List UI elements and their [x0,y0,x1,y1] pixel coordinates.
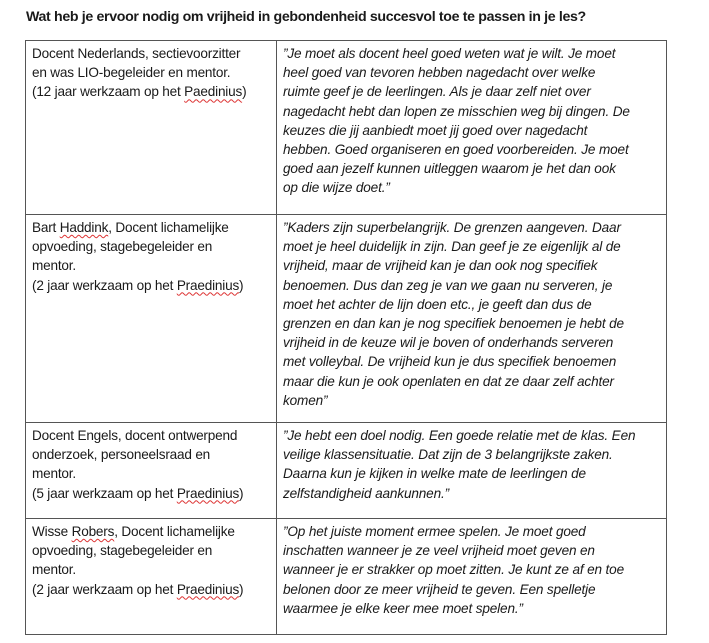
spellcheck-mark: Praedinius [176,485,240,501]
quote-line: moet het achter de lijn doen etc., je geeft dan dus de [283,296,592,312]
table-row [26,215,667,423]
quote-line: ”Op het juiste moment ermee spelen. Je moet goed [283,524,586,539]
respondent-line: mentor. [32,258,76,274]
table-row [26,41,667,215]
quote-cell [277,41,667,215]
quote-line: ”Je moet als docent heel goed weten wat je wilt. Je moet [283,46,616,61]
respondent-line: mentor. [32,466,76,482]
quotes-table-body [26,41,667,635]
quote-line: grenzen en dan kan je nog specifiek benoemen je hebt de [283,316,624,332]
respondent-line: Docent Nederlands, sectievoorzitter [32,46,241,61]
respondent-line: opvoeding, stagebegeleider en [32,543,213,559]
quote-line: Daarna kun je kijken in welke mate de leerlingen de [283,466,586,482]
quote-cell [277,519,667,635]
respondent-cell [26,423,277,519]
quote-line: vrijheid, maar de vrijheid kan je dan ook nog specifiek [283,258,598,274]
quote-line: benoemen. Dus dan zeg je van we gaan nu serveren, je [283,277,613,293]
respondent-line: mentor. [32,562,76,578]
table-row [26,423,667,519]
spellcheck-mark: Robers [71,524,115,539]
quote-line: keuzes die jij aanbiedt moet jij goed over nagedacht [283,122,588,138]
respondent-cell [26,41,277,215]
respondent-cell [26,519,277,635]
quote-line: heel goed van tevoren hebben nagedacht over welke [283,65,596,81]
quote-line: goed aan jezelf kunnen uitleggen waarom je het dan ook [283,161,616,177]
quote-cell [277,423,667,519]
respondent-line: en was LIO-begeleider en mentor. [32,65,231,81]
quote-line: ”Kaders zijn superbelangrijk. De grenzen aangeven. Daar [283,220,621,235]
page-title: Wat heb je ervoor nodig om vrijheid in gebondenheid succesvol toe te passen in je les? [26,9,586,25]
quote-line: waarmee je elke keer mee moet spelen.” [283,600,523,616]
respondent-line: Bart Haddink, Docent lichamelijke [32,220,229,235]
respondent-cell [26,215,277,423]
quote-line: komen” [283,392,328,408]
spellcheck-mark: Paedinius [184,84,243,100]
quote-line: ruimte geef je de leerlingen. Als je daar zelf niet over [283,84,591,100]
respondent-line: (2 jaar werkzaam op het Praedinius) [32,277,244,293]
quote-line: wanneer je er strakker op moet zitten. Je kunt ze af en toe [283,562,624,578]
quote-line: belonen door ze meer vrijheid te geven. Een spelletje [283,581,596,597]
quote-line: zelfstandigheid aankunnen.” [283,485,449,501]
quotes-table [25,40,667,635]
respondent-line: opvoeding, stagebegeleider en [32,239,213,255]
quote-line: maar die kun je ook openlaten en dat ze daar zelf achter [283,373,614,389]
quote-line: op die wijze doet.” [283,180,390,196]
spellcheck-mark: Haddink [59,220,109,235]
quote-line: vrijheid in de keuze wil je boven of onderhands serveren [283,335,614,351]
respondent-line: Docent Engels, docent ontwerpend [32,428,238,443]
spellcheck-mark: Praedinius [176,581,240,597]
spellcheck-mark: Praedinius [176,277,240,293]
quote-line: met volleybal. De vrijheid kun je dus specifiek benoemen [283,354,617,370]
table-row [26,519,667,635]
quote-line: veilige klassensituatie. Dat zijn de 3 belangrijkste zaken. [283,447,613,463]
respondent-line: (12 jaar werkzaam op het Paedinius) [32,84,247,100]
respondent-line: onderzoek, personeelsraad en [32,447,211,463]
respondent-line: Wisse Robers, Docent lichamelijke [32,524,235,539]
quote-line: nagedacht hebt dan lopen ze misschien weg bij dingen. De [283,103,630,119]
quote-line: inschatten wanneer je ze veel vrijheid moet geven en [283,543,595,559]
respondent-line: (2 jaar werkzaam op het Praedinius) [32,581,244,597]
quote-cell [277,215,667,423]
quote-line: ”Je hebt een doel nodig. Een goede relatie met de klas. Een [283,428,636,443]
quote-line: hebben. Goed organiseren en goed voorbereiden. Je moet [283,142,629,158]
quote-line: moet je heel duidelijk in zijn. Dan geef je ze eigenlijk al de [283,239,621,255]
respondent-line: (5 jaar werkzaam op het Praedinius) [32,485,244,501]
